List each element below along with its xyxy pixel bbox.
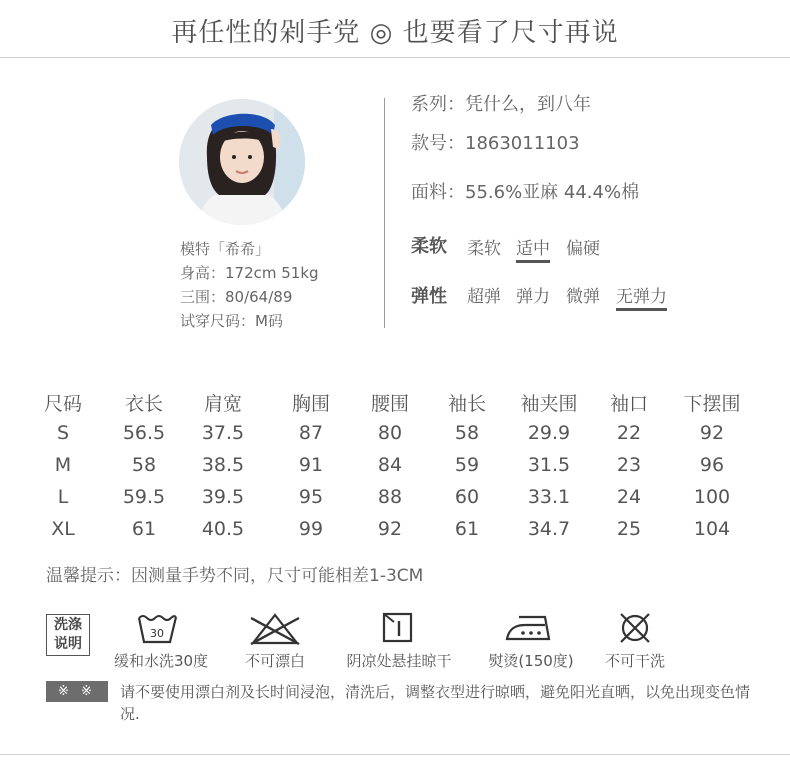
table-cell: 88 xyxy=(377,486,403,508)
table-header: 下摆围 xyxy=(683,393,741,415)
table-cell: 33.1 xyxy=(527,486,571,508)
table-cell: 31.5 xyxy=(527,454,571,476)
wash-box-line2: 说明 xyxy=(54,636,82,652)
table-header: 肩宽 xyxy=(203,393,242,415)
gentle-wash-icon xyxy=(136,612,178,646)
table-cell: 61 xyxy=(131,518,157,540)
size-tip: 温馨提示：因测量手势不同，尺寸可能相差1-3CM xyxy=(46,566,424,586)
care-label-iron: 熨烫(150度) xyxy=(488,652,574,670)
softness-option-hard: 偏硬 xyxy=(566,239,600,259)
notice-text: 请不要使用漂白剂及长时间浸泡，清洗后，调整衣型进行晾晒，避免阳光直晒，以免出现变色情况. xyxy=(120,683,751,723)
table-cell: 91 xyxy=(298,454,324,476)
model-name: 模特「希希」 xyxy=(180,240,271,258)
table-cell: 92 xyxy=(377,518,403,540)
table-cell: 29.9 xyxy=(527,422,571,444)
table-cell: 99 xyxy=(298,518,324,540)
notice-badge: ※ ※ xyxy=(46,681,108,702)
elasticity-option-stretch: 弹力 xyxy=(516,287,550,307)
table-cell: 56.5 xyxy=(122,422,166,444)
table-cell: 24 xyxy=(616,486,642,508)
vertical-divider xyxy=(384,98,385,328)
model-height-weight: 身高：172cm 51kg xyxy=(180,264,319,282)
table-cell: 61 xyxy=(454,518,480,540)
wash-instructions-box xyxy=(46,614,90,656)
wash-box-line1: 洗涤 xyxy=(54,617,82,633)
elasticity-option-slight: 微弹 xyxy=(566,287,600,307)
table-cell: 95 xyxy=(298,486,324,508)
table-cell: 84 xyxy=(377,454,403,476)
table-cell: 37.5 xyxy=(201,422,245,444)
table-cell: XL xyxy=(51,518,75,540)
iron-icon xyxy=(505,613,557,643)
elasticity-option-super: 超弹 xyxy=(467,287,501,307)
model-measurements: 三围：80/64/89 xyxy=(180,288,293,306)
care-label-wash: 缓和水洗30度 xyxy=(113,652,209,670)
table-header: 袖夹围 xyxy=(520,393,578,415)
care-label-dry: 阴凉处悬挂晾干 xyxy=(346,652,452,670)
table-cell: 38.5 xyxy=(201,454,245,476)
table-cell: 80 xyxy=(377,422,403,444)
table-cell: 104 xyxy=(693,518,731,540)
table-cell: 59 xyxy=(454,454,480,476)
table-cell: S xyxy=(56,422,70,444)
table-header: 袖长 xyxy=(447,393,486,415)
table-cell: 59.5 xyxy=(122,486,166,508)
title-divider xyxy=(0,57,790,58)
spec-style-no: 款号：1863011103 xyxy=(411,133,580,154)
table-header: 袖口 xyxy=(609,393,648,415)
table-cell: 96 xyxy=(699,454,725,476)
table-cell: 60 xyxy=(454,486,480,508)
page-title: 再任性的剁手党 ◎ 也要看了尺寸再说 xyxy=(171,18,619,48)
softness-option-soft: 柔软 xyxy=(467,239,501,259)
line-dry-shade-icon xyxy=(382,611,414,643)
softness-option-medium: 适中 xyxy=(516,234,550,263)
table-header: 尺码 xyxy=(43,393,82,415)
table-cell: 100 xyxy=(693,486,731,508)
softness-label: 柔软 xyxy=(411,236,447,257)
wash-temp-text: 30 xyxy=(150,627,164,640)
table-cell: 87 xyxy=(298,422,324,444)
table-cell: 25 xyxy=(616,518,642,540)
table-cell: 40.5 xyxy=(201,518,245,540)
elasticity-option-none: 无弹力 xyxy=(616,282,667,311)
table-cell: 34.7 xyxy=(527,518,571,540)
table-cell: 22 xyxy=(616,422,642,444)
table-cell: M xyxy=(54,454,72,476)
spec-fabric: 面料：55.6%亚麻 44.4%棉 xyxy=(411,182,640,203)
table-header: 衣长 xyxy=(124,393,163,415)
table-cell: 39.5 xyxy=(201,486,245,508)
model-avatar xyxy=(179,99,305,225)
table-cell: 92 xyxy=(699,422,725,444)
care-label-no-bleach: 不可漂白 xyxy=(244,652,305,670)
table-header: 胸围 xyxy=(291,393,330,415)
table-cell: 23 xyxy=(616,454,642,476)
elasticity-label: 弹性 xyxy=(411,286,447,307)
table-header: 腰围 xyxy=(370,393,409,415)
no-bleach-icon xyxy=(249,612,301,646)
spec-series: 系列：凭什么，到八年 xyxy=(411,94,591,115)
care-label-no-dry-clean: 不可干洗 xyxy=(604,652,665,670)
model-size: 试穿尺码：M码 xyxy=(180,312,283,330)
bottom-divider xyxy=(0,754,790,755)
table-cell: 58 xyxy=(131,454,157,476)
no-dry-clean-icon xyxy=(618,612,652,644)
table-cell: 58 xyxy=(454,422,480,444)
table-cell: L xyxy=(57,486,69,508)
